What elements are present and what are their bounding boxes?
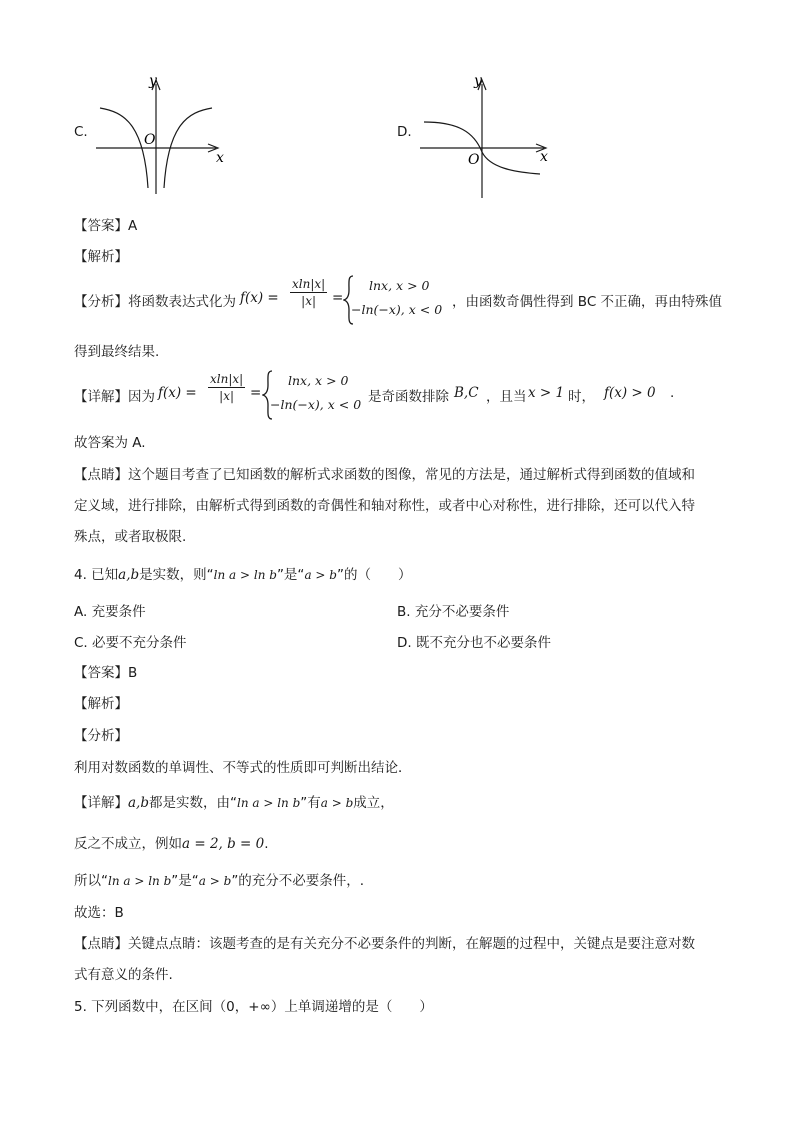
q4-detail-mid: 都是实数，由“ — [148, 795, 237, 811]
q4-so — [74, 869, 364, 889]
option-c-label: C. — [74, 124, 88, 140]
q4-choose: 故选：B — [74, 905, 124, 921]
q3-detail-x-gt-1: x > 1 — [528, 385, 565, 401]
q4-converse-example: a = 2, b = 0 — [182, 836, 265, 852]
q3-analysis-fraction — [290, 276, 327, 309]
q3-detail-eq: = — [250, 385, 262, 401]
q3-conclusion: 故答案为 A. — [74, 435, 146, 451]
q3-analysis-line2: 得到最终结果. — [74, 344, 160, 360]
q4-converse — [74, 832, 269, 852]
q3-analysis-fx: f(x) = — [240, 290, 279, 306]
q3-detail-fx: f(x) = — [158, 385, 197, 401]
q4-option-a[interactable]: A. 充要条件 — [74, 604, 146, 620]
q3-analysis-eq: = — [332, 290, 344, 306]
graph-d-y-label: y — [474, 73, 482, 89]
q3-detail-case2: −ln(−x), x < 0 — [270, 397, 362, 412]
q4-stem-cond1: ln a > ln b — [213, 568, 277, 582]
brace-icon — [262, 369, 274, 421]
q3-detail-tail1: ，且当 — [486, 389, 527, 405]
q3-detail-fx-pos: f(x) > 0 — [604, 385, 656, 401]
q3-detail-fraction — [208, 371, 245, 404]
q3-detail-end: . — [670, 385, 675, 401]
graph-c-x-label: x — [216, 150, 224, 166]
q3-analysis-suffix: ，由函数奇偶性得到 BC 不正确，再由特殊值 — [452, 294, 723, 310]
q3-comment-line3: 殊点，或者取极限. — [74, 529, 187, 545]
q3-comment-line1: 【点睛】这个题目考查了已知函数的解析式求函数的图像，常见的方法是，通过解析式得到函数的值域和 — [74, 467, 695, 483]
q3-detail-tail2: 时， — [568, 389, 595, 405]
q4-stem-suffix: ”的（ ） — [336, 567, 412, 583]
q4-option-b[interactable]: B. 充分不必要条件 — [397, 604, 510, 620]
q4-stem-mid2: ”是“ — [276, 567, 305, 583]
q4-detail — [74, 791, 394, 811]
q4-so-prefix: 所以“ — [74, 873, 108, 889]
q4-jiexi: 【解析】 — [74, 696, 128, 712]
q4-stem-ab: a,b — [118, 567, 140, 583]
q4-stem — [74, 563, 411, 583]
q5-stem: 5. 下列函数中，在区间（0，+∞）上单调递增的是（ ） — [74, 999, 433, 1015]
graph-c-origin-label: O — [144, 132, 156, 148]
q4-answer: 【答案】B — [74, 665, 138, 681]
q4-comment-line2: 式有意义的条件. — [74, 967, 173, 983]
q4-converse-end: . — [264, 836, 269, 852]
q4-detail-prefix: 【详解】 — [74, 795, 128, 811]
q4-so-mid: ”是“ — [171, 873, 199, 889]
q4-detail-ab: a,b — [128, 795, 149, 811]
q3-comment-line2: 定义域，进行排除，由解析式得到函数的奇偶性和轴对称性，或者中心对称性，进行排除，还可以代入特 — [74, 498, 695, 514]
q4-so-cond1: ln a > ln b — [108, 874, 172, 888]
q4-option-d[interactable]: D. 既不充分也不必要条件 — [397, 635, 551, 651]
q4-detail-suffix: 成立， — [353, 795, 394, 811]
q3-analysis-case1: lnx, x > 0 — [369, 278, 430, 293]
q3-detail-prefix: 【详解】因为 — [74, 389, 155, 405]
q3-answer: 【答案】A — [74, 218, 138, 234]
q4-detail-cond2: a > b — [320, 796, 354, 810]
q4-stem-prefix: 4. 已知 — [74, 567, 119, 583]
q4-so-suffix: ”的充分不必要条件，. — [231, 873, 365, 889]
q4-stem-cond2: a > b — [304, 568, 337, 582]
q4-stem-mid: 是实数，则“ — [139, 567, 214, 583]
q3-analysis-frac-num: xln|x| — [292, 277, 326, 291]
q4-detail-mid2: ”有 — [300, 795, 321, 811]
q3-detail-frac-den: |x| — [219, 389, 235, 403]
q3-detail-bc: B,C — [454, 385, 479, 401]
q4-detail-cond1: ln a > ln b — [236, 796, 301, 810]
q3-analysis-prefix: 【分析】将函数表达式化为 — [74, 294, 236, 310]
q3-jiexi: 【解析】 — [74, 249, 128, 265]
graph-d-origin-label: O — [468, 152, 480, 168]
q4-so-cond2: a > b — [198, 874, 232, 888]
q3-analysis-case2: −ln(−x), x < 0 — [351, 302, 443, 317]
q3-detail-mid: 是奇函数排除 — [368, 389, 449, 405]
graph-d — [418, 72, 558, 202]
option-d-label: D. — [397, 124, 412, 140]
q4-converse-prefix: 反之不成立，例如 — [74, 836, 182, 852]
q4-option-c[interactable]: C. 必要不充分条件 — [74, 635, 187, 651]
q3-detail-case1: lnx, x > 0 — [288, 373, 349, 388]
graph-d-x-label: x — [540, 149, 548, 165]
q4-analysis-tag: 【分析】 — [74, 728, 128, 744]
graph-c-y-label: y — [149, 73, 157, 89]
q3-analysis-frac-den: |x| — [301, 294, 317, 308]
brace-icon — [343, 274, 355, 326]
graph-c — [94, 72, 230, 196]
q4-comment-line1: 【点睛】关键点点睛：该题考查的是有关充分不必要条件的判断，在解题的过程中，关键点是要注意对数 — [74, 936, 695, 952]
q3-detail-frac-num: xln|x| — [210, 372, 244, 386]
q4-analysis-text: 利用对数函数的单调性、不等式的性质即可判断出结论． — [74, 760, 412, 776]
